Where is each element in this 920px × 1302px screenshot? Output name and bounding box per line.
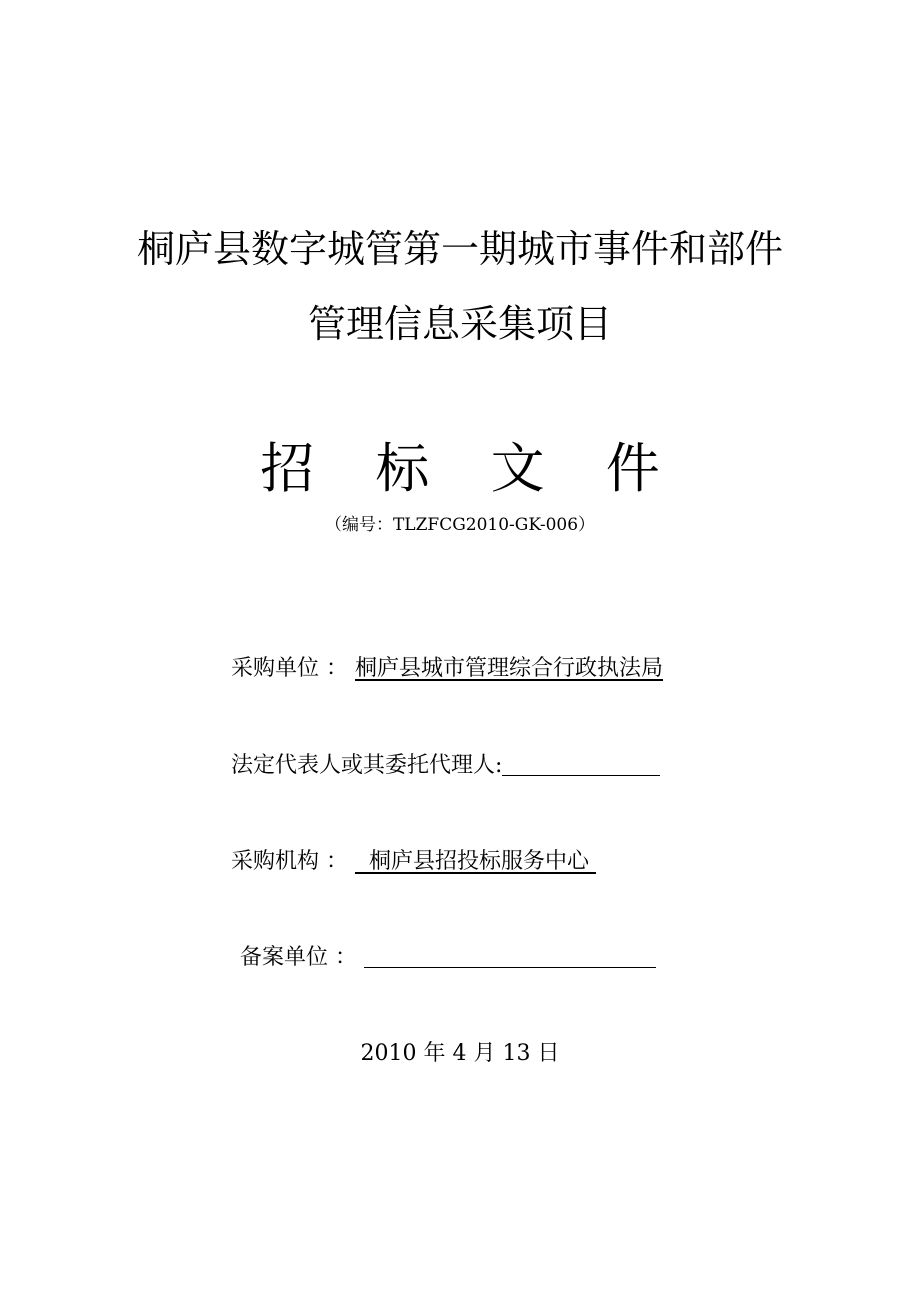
legal-representative-label: 法定代表人或其委托代理人: (231, 753, 503, 778)
legal-representative-blank (502, 753, 660, 776)
agency-field (231, 844, 596, 875)
title-line-1: 桐庐县数字城管第一期城市事件和部件 (136, 227, 783, 271)
document-date: 2010 年 4 月 13 日 (360, 1041, 560, 1066)
title-line-2: 管理信息采集项目 (307, 302, 612, 346)
purchaser-value: 桐庐县城市管理综合行政执法局 (355, 656, 664, 681)
legal-representative-field (231, 748, 660, 779)
purchaser-label: 采购单位 ： (231, 656, 348, 681)
document-type-heading: 招 标 文 件 (260, 437, 682, 500)
filing-unit-blank (364, 945, 656, 968)
filing-unit-field (240, 940, 656, 971)
agency-value: 桐庐县招投标服务中心 (355, 849, 596, 874)
document-number: （编号：TLZFCG2010-GK-006） (324, 515, 596, 535)
filing-unit-label: 备案单位 ： (240, 945, 357, 970)
purchaser-field (231, 651, 663, 682)
agency-label: 采购机构 ： (231, 849, 348, 874)
